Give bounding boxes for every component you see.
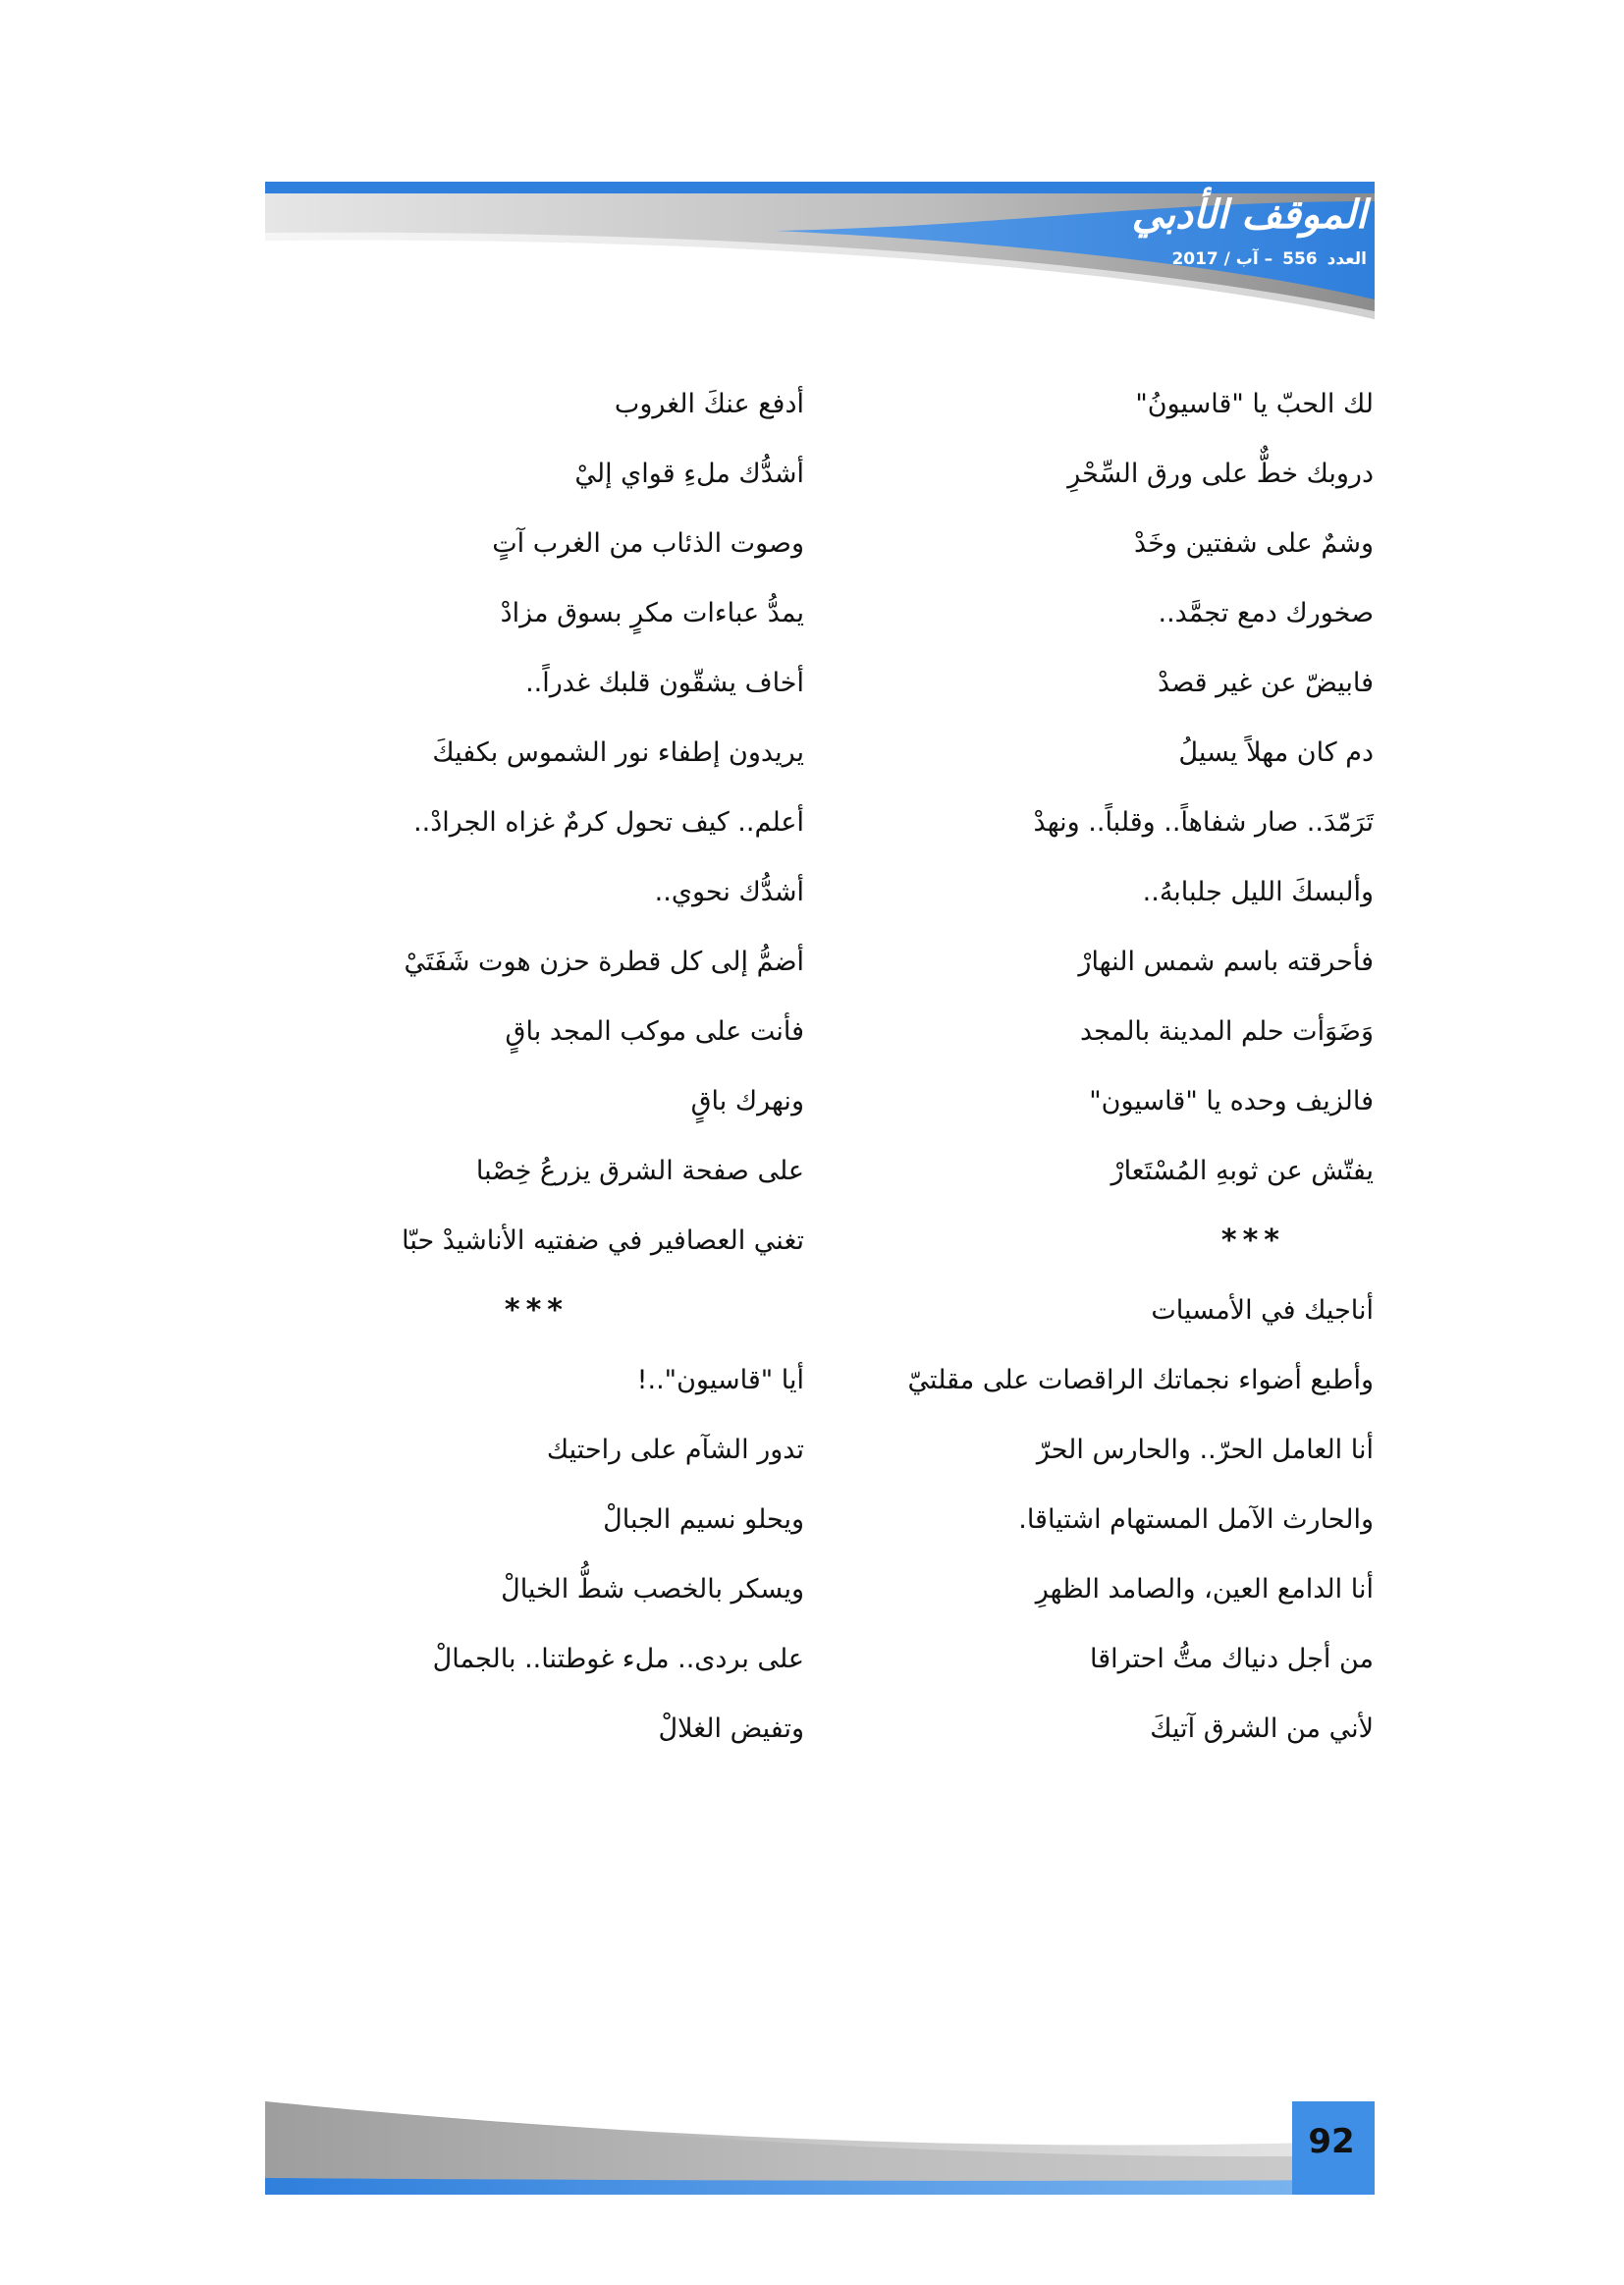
poem-line: ونهرك باقٍ [690, 1086, 804, 1116]
footer-band [265, 2101, 1375, 2195]
poem-line: تَرَمّدَ.. صار شفاهاً.. وقلباً.. ونهدْ [1033, 807, 1374, 838]
poem-line: وتفيض الغلالْ [658, 1714, 804, 1744]
poem-line: فالزيف وحده يا "قاسيون" [1089, 1086, 1374, 1116]
poem-column-right [863, 369, 1374, 1764]
poem-line: وأطبع أضواء نجماتك الراقصات على مقلتيّ [907, 1365, 1374, 1395]
poem-line: أضمُّ إلى كل قطرة حزن هوت شَفَتَيْ [404, 947, 804, 977]
poem-line: والحارث الآمل المستهام اشتياقا. [1018, 1504, 1374, 1535]
poem-line: أناجيك في الأمسيات [1151, 1295, 1374, 1326]
poem-line: يفتّش عن ثوبهِ المُسْتَعارْ [1110, 1156, 1374, 1186]
poem-line: وشمٌ على شفتين وخَدْ [1134, 528, 1374, 559]
poem-line: وصوت الذئاب من الغرب آتٍ [492, 528, 804, 559]
poem-line: أنا الدامع العين، والصامد الظهرِ [1035, 1574, 1374, 1605]
issue-info [1102, 249, 1367, 269]
poem-column-left [294, 369, 804, 1764]
poem-line: على صفحة الشرق يزرعُ خِصْبا [475, 1156, 804, 1186]
poem-line: يمدُّ عباءات مكرٍ بسوق مزادْ [500, 598, 804, 628]
poem-line: فأحرقته باسم شمس النهارْ [1078, 947, 1374, 977]
poem-line: لأني من الشرق آتيكَ [1150, 1714, 1374, 1744]
masthead [1102, 189, 1367, 269]
poem-line: أعلم.. كيف تحول كرمٌ غزاه الجرادْ.. [413, 807, 804, 838]
issue-date: – آب / 2017 [1171, 249, 1273, 269]
poem-line: ويحلو نسيم الجبالْ [603, 1504, 804, 1535]
magazine-logo: الموقف الأدبي [1131, 191, 1367, 238]
section-divider: *** [1220, 1224, 1285, 1258]
page-number: 92 [1308, 2122, 1355, 2161]
poem-line: أشدُّك نحوي.. [654, 877, 804, 907]
poem-line: أخاف يشقّون قلبك غدراً.. [525, 668, 804, 698]
poem-line: تدور الشآم على راحتيك [546, 1435, 804, 1465]
poem-line: أنا العامل الحرّ.. والحارس الحرّ [1036, 1435, 1374, 1465]
poem-line: أدفع عنكَ الغروب [614, 389, 804, 419]
poem-line: من أجل دنياك متُّ احتراقا [1090, 1644, 1374, 1674]
issue-label: العدد [1326, 249, 1367, 269]
poem-line: تغني العصافير في ضفتيه الأناشيدْ حبّا [402, 1225, 804, 1256]
poem-line: فابيضّ عن غير قصدْ [1158, 668, 1374, 698]
poem-line: وَضَوَأت حلم المدينة بالمجد [1079, 1016, 1374, 1047]
poem-line: دروبك خطٌّ على ورق السِّحْرِ [1067, 459, 1374, 489]
poem-line: أيا "قاسيون"..! [636, 1365, 804, 1395]
poem-line: يريدون إطفاء نور الشموس بكفيكَ [432, 737, 804, 768]
poem-line: لك الحبّ يا "قاسيونُ" [1135, 389, 1374, 419]
poem-line: ويسكر بالخصب شطُّ الخيالْ [501, 1574, 804, 1605]
poem-line: وألبسكَ الليل جلبابهُ.. [1142, 877, 1374, 907]
poem-line: فأنت على موكب المجد باقٍ [505, 1016, 804, 1047]
poem-line: صخورك دمع تجمَّد.. [1158, 598, 1374, 628]
issue-number: 556 [1282, 249, 1318, 269]
poem-line: دم كان مهلاً يسيلُ [1178, 737, 1374, 768]
poem-line: على بردى.. ملء غوطتنا.. بالجمالْ [432, 1644, 804, 1674]
section-divider: *** [504, 1293, 568, 1328]
poem-line: أشدُّك ملءِ قواي إليْ [574, 459, 804, 489]
